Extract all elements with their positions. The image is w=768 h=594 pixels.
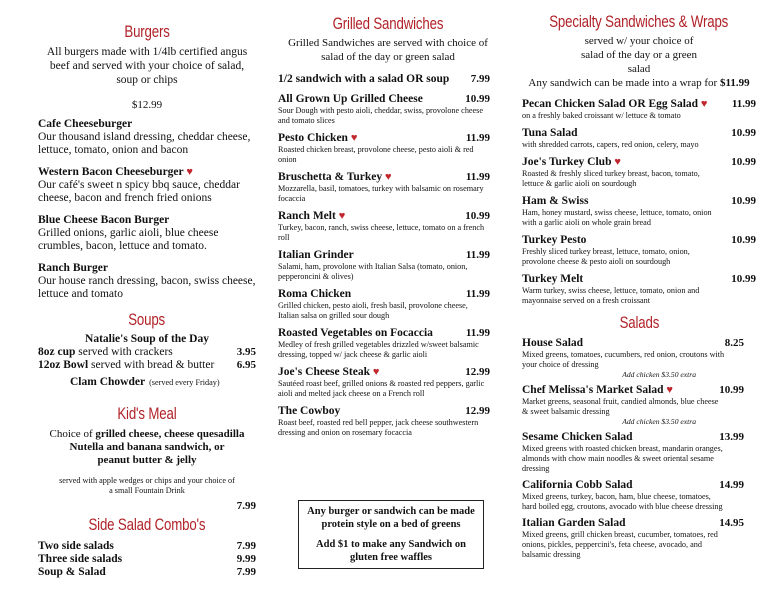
burgers-intro: All burgers made with 1/4lb certified angus beef and served with your choice of salad, soup or chips — [46, 46, 248, 86]
salad-item-price: 13.99 — [719, 431, 744, 443]
burger-name: Western Bacon Cheeseburger — [38, 166, 184, 178]
sandwich-item-name: Italian Grinder — [278, 249, 354, 261]
soups-heading: Soups — [128, 310, 166, 329]
chowder-label: Clam Chowder — [70, 376, 146, 388]
sandwich-item-price: 10.99 — [465, 210, 490, 222]
soup-bowl-desc: served with bread & butter — [91, 359, 215, 371]
info-box — [298, 500, 484, 569]
combo-heading: Side Salad Combo's — [88, 515, 206, 534]
specialty-item-price: 10.99 — [731, 195, 756, 207]
burger-name: Blue Cheese Bacon Burger — [38, 214, 170, 226]
specialty-item-name: Ham & Swiss — [522, 195, 589, 207]
sandwich-item-name: Roma Chicken — [278, 288, 352, 300]
salad-item-desc: Market greens, seasonal fruit, candied almonds, blue cheese & sweet balsamic dressing — [522, 397, 719, 416]
soup-cup-price: 3.95 — [236, 346, 256, 358]
specialty-item — [522, 273, 756, 306]
kids-choice: Choice of grilled cheese, cheese quesadilla — [49, 428, 245, 440]
info-box-gluten: Add $1 to make any Sandwich on gluten free waffles — [316, 539, 466, 563]
burger-name: Cafe Cheeseburger — [38, 118, 133, 130]
burger-name: Ranch Burger — [38, 262, 108, 274]
combo-row: Two side salads 7.99 — [38, 540, 256, 552]
specialty-item-name: Pecan Chicken Salad OR Egg Salad — [522, 98, 699, 110]
specialty-item — [522, 156, 756, 189]
heart-icon: ♥ — [372, 366, 380, 378]
specialty-item-desc: on a freshly baked croissant w/ lettuce & tomato — [522, 111, 681, 120]
burger-item — [38, 214, 256, 253]
sandwich-item-name: Pesto Chicken — [278, 132, 348, 144]
burger-desc: Grilled onions, garlic aioli, blue cheese crumbles, bacon, lettuce and tomato. — [38, 227, 219, 252]
sandwich-item-desc: Sautéed roast beef, grilled onions & roasted red peppers, garlic aioli and melted jack cheese on a French roll — [278, 379, 485, 398]
chowder-row — [38, 372, 256, 390]
burger-item — [38, 118, 256, 157]
specialty-item — [522, 234, 756, 267]
sandwich-item — [278, 93, 498, 126]
combo-row: Three side salads 9.99 — [38, 553, 256, 565]
sandwich-item-desc: Roast beef, roasted red bell pepper, jack cheese southwestern dressing and onion on rosemary focaccia — [278, 418, 479, 437]
sandwich-item-desc: Turkey, bacon, ranch, swiss cheese, lettuce, tomato on a french roll — [278, 223, 485, 242]
salad-item-note: Add chicken $3.50 extra — [622, 417, 696, 426]
column-burgers-soups — [0, 0, 268, 594]
specialty-item — [522, 98, 756, 121]
sandwich-item — [278, 210, 498, 243]
salad-item-name: Sesame Chicken Salad — [522, 431, 633, 443]
kids-line3: peanut butter & jelly — [97, 454, 197, 466]
sandwich-item — [278, 132, 498, 165]
salad-item — [522, 337, 756, 379]
salad-item-name: House Salad — [522, 337, 584, 349]
sandwich-item-name: The Cowboy — [278, 405, 341, 417]
soup-bowl-price: 6.95 — [236, 359, 256, 371]
salad-item-name: California Cobb Salad — [522, 479, 633, 491]
sandwich-item-price: 11.99 — [465, 171, 490, 183]
sandwich-item-desc: Mozzarella, basil, tomatoes, turkey with balsamic on rosemary focaccia — [278, 184, 484, 203]
kids-price: 7.99 — [236, 500, 256, 512]
grilled-list — [278, 93, 498, 438]
specialty-heading: Specialty Sandwiches & Wraps — [549, 12, 729, 31]
grilled-intro: Grilled Sandwiches are served with choice of salad of the day or green salad — [288, 37, 488, 63]
specialty-item-name: Turkey Pesto — [522, 234, 587, 246]
burger-desc: Our house ranch dressing, bacon, swiss cheese, lettuce and tomato — [38, 275, 256, 300]
soup-bowl-row — [38, 359, 256, 372]
specialty-item-name: Turkey Melt — [522, 273, 584, 285]
salad-item — [522, 517, 756, 560]
sandwich-item-desc: Medley of fresh grilled vegetables drizzled w/sweet balsamic dressing, topped w/ jack cheese & garlic aioli — [278, 340, 479, 359]
salads-heading: Salads — [619, 313, 659, 332]
burger-desc: Our thousand island dressing, cheddar cheese, lettuce, tomato, onion and bacon — [38, 131, 251, 156]
heart-icon: ♥ — [666, 384, 673, 396]
sandwich-item — [278, 171, 498, 204]
specialty-item-desc: Ham, honey mustard, swiss cheese, lettuce, tomato, onion with a garlic aioli on whole grain bread — [522, 208, 712, 227]
combo-row: Soup & Salad 7.99 — [38, 566, 256, 578]
sandwich-item-price: 11.99 — [465, 327, 490, 339]
column-grilled-sandwiches — [268, 0, 508, 594]
heart-icon: ♥ — [614, 156, 621, 168]
salad-item-price: 14.95 — [719, 517, 744, 529]
sandwich-item-desc: Grilled chicken, pesto aioli, fresh basil, provolone cheese, Italian salsa on grilled sour dough — [278, 301, 468, 320]
specialty-item-price: 10.99 — [731, 273, 756, 285]
specialty-list — [522, 98, 756, 306]
sandwich-item-price: 11.99 — [465, 288, 490, 300]
burger-item — [38, 166, 256, 205]
burger-desc: Our café's sweet n spicy bbq sauce, cheddar cheese, bacon and french fried onions — [38, 179, 240, 204]
sandwich-item-name: Bruschetta & Turkey — [278, 171, 383, 183]
soup-bowl-label: 12oz Bowl — [38, 359, 89, 371]
specialty-intro: served w/ your choice of salad of the day or a green salad — [580, 35, 698, 75]
chowder-note: (served every Friday) — [149, 378, 220, 387]
burger-item — [38, 262, 256, 301]
salad-item — [522, 384, 756, 426]
sandwich-item-price: 10.99 — [465, 93, 490, 105]
sandwich-item-price: 12.99 — [465, 405, 490, 417]
soup-cup-row — [38, 346, 256, 359]
salad-item-desc: Mixed greens with roasted chicken breast, mandarin oranges, almonds with chow main noodles & sweet oriental sesame dressing — [522, 444, 723, 473]
burgers-price: $12.99 — [131, 99, 163, 111]
specialty-item-price: 10.99 — [731, 234, 756, 246]
sandwich-item-name: All Grown Up Grilled Cheese — [278, 93, 423, 105]
sandwich-item — [278, 288, 498, 321]
wrap-note: Any sandwich can be made into a wrap for $11.99 — [528, 77, 750, 89]
sandwich-item-price: 12.99 — [465, 366, 490, 378]
burgers-heading: Burgers — [124, 22, 170, 41]
sandwich-item-desc: Salami, ham, provolone with Italian Salsa (tomato, onion, pepperoncini & olives) — [278, 262, 468, 281]
soup-cup-label: 8oz cup — [38, 346, 76, 358]
column-specialty-salads — [508, 0, 768, 594]
specialty-item-price: 10.99 — [731, 156, 756, 168]
sandwich-item-name: Ranch Melt — [278, 210, 336, 222]
specialty-item-desc: Roasted & freshly sliced turkey breast, bacon, tomato, lettuce & garlic aioli on sourdough — [522, 169, 700, 188]
sandwich-item-desc: Roasted chicken breast, provolone cheese, pesto aioli & red onion — [278, 145, 474, 164]
salad-item-desc: Mixed greens, tomatoes, cucumbers, red onion, croutons with your choice of dressing — [522, 350, 725, 369]
heart-icon: ♥ — [350, 132, 358, 144]
heart-icon: ♥ — [700, 98, 708, 110]
sandwich-item-desc: Sour Dough with pesto aioli, cheddar, swiss, provolone cheese and tomato slices — [278, 106, 484, 125]
specialty-item-name: Tuna Salad — [522, 127, 578, 139]
kids-heading: Kid's Meal — [117, 404, 177, 423]
salad-item-price: 10.99 — [719, 384, 744, 396]
heart-icon: ♥ — [338, 210, 346, 222]
salad-item — [522, 479, 756, 512]
half-sandwich-row: 1/2 sandwich with a salad OR soup 7.99 — [278, 73, 490, 85]
salad-item-name: Chef Melissa's Market Salad — [522, 384, 664, 396]
specialty-item — [522, 127, 756, 150]
specialty-item-price: 10.99 — [731, 127, 756, 139]
heart-icon: ♥ — [186, 166, 193, 178]
salad-item — [522, 431, 756, 474]
salad-item-desc: Mixed greens, grill chicken breast, cucumber, tomatoes, red onions, pickles, peppercini's, feta cheese, avocado, and balsamic dressing — [522, 530, 718, 559]
kids-line2: Nutella and banana sandwich, or — [69, 441, 225, 453]
sandwich-item-name: Roasted Vegetables on Focaccia — [278, 327, 433, 339]
specialty-item-desc: Warm turkey, swiss cheese, lettuce, tomato, onion and mayonnaise served on a fresh croissant — [522, 286, 700, 305]
sandwich-item — [278, 327, 498, 360]
sandwich-item — [278, 405, 498, 438]
salad-item-price: 8.25 — [724, 337, 744, 349]
specialty-item-desc: with shredded carrots, capers, red onion, celery, mayo — [522, 140, 699, 149]
heart-icon: ♥ — [385, 171, 392, 183]
salad-item-name: Italian Garden Salad — [522, 517, 626, 529]
specialty-item-price: 11.99 — [731, 98, 756, 110]
soup-cup-desc: served with crackers — [78, 346, 173, 358]
specialty-item-name: Joe's Turkey Club — [522, 156, 612, 168]
specialty-item — [522, 195, 756, 228]
salad-item-price: 14.99 — [719, 479, 744, 491]
sandwich-item-name: Joe's Cheese Steak — [278, 366, 370, 378]
info-box-protein: Any burger or sandwich can be made protein style on a bed of greens — [307, 506, 475, 530]
soup-of-the-day: Natalie's Soup of the Day — [85, 333, 209, 345]
sandwich-item-price: 11.99 — [465, 132, 490, 144]
salad-item-desc: Mixed greens, turkey, bacon, ham, blue cheese, tomatoes, hard boiled egg, croutons, avocado with blue cheese dressing — [522, 492, 723, 511]
sandwich-item-price: 11.99 — [465, 249, 490, 261]
grilled-heading: Grilled Sandwiches — [332, 14, 444, 33]
sandwich-item — [278, 249, 498, 282]
salads-list — [522, 337, 756, 560]
specialty-item-desc: Freshly sliced turkey breast, lettuce, tomato, onion, provolone cheese & pesto aioli on sourdough — [522, 247, 690, 266]
salad-item-note: Add chicken $3.50 extra — [622, 370, 696, 379]
sandwich-item — [278, 366, 498, 399]
kids-note: served with apple wedges or chips and your choice of a small Fountain Drink — [59, 476, 235, 495]
